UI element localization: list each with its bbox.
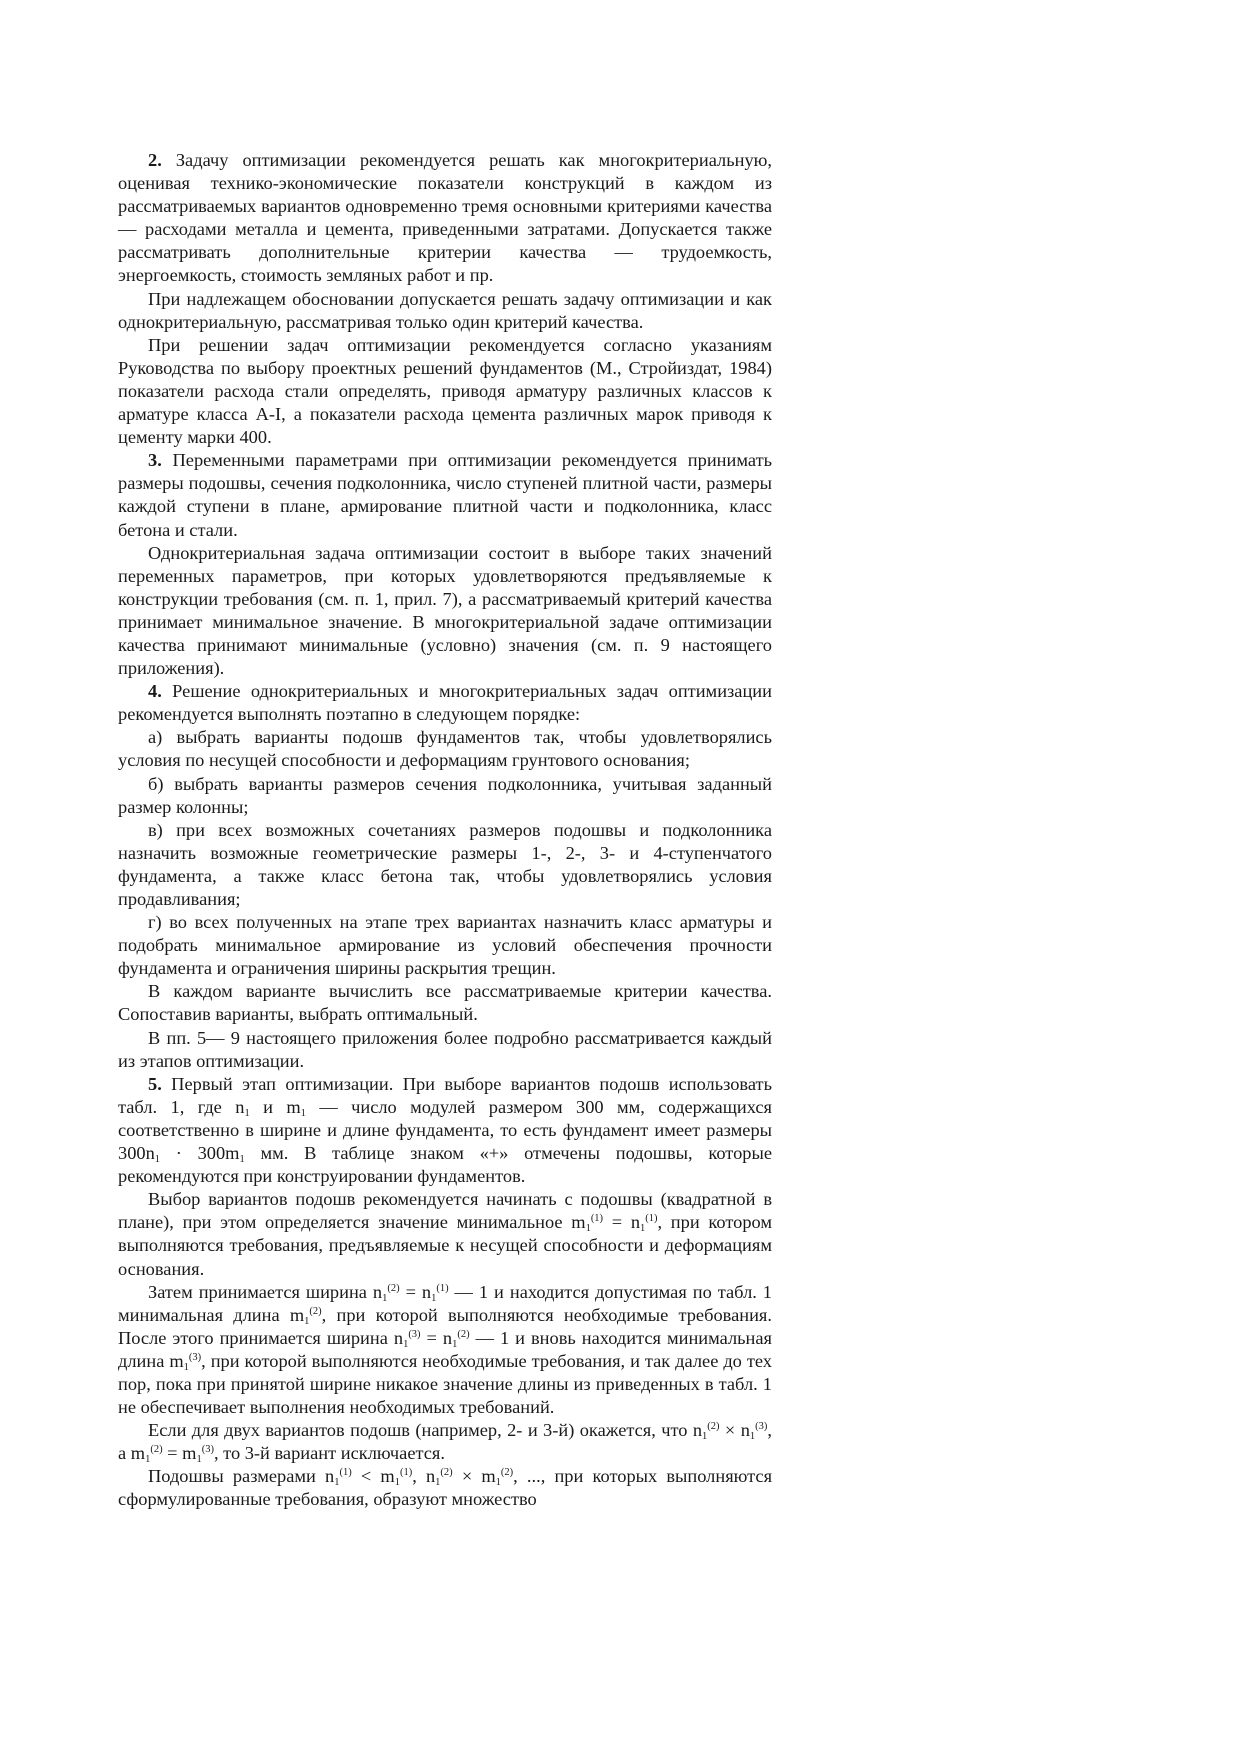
paragraph [118, 1027, 772, 1073]
text-run: Решение однокритериальных и многокритериальных задач оптимизации рекомендуется выполнять поэтапно в следующем порядке: [118, 681, 772, 725]
superscript: (3) [755, 1421, 768, 1433]
text-run: Задачу оптимизации рекомендуется решать как многокритериальную, оценивая технико-экономические показатели конструкций в каждом из рассматриваемых вариантов одновременно тремя основными критериями качества — расходами металла и цемента, приведенными затратами. Допускается также рассматривать дополнительные критерии качества — трудоемкость, энергоемкость, стоимость земляных работ и пр. [118, 150, 772, 286]
section-number: 4. [148, 681, 162, 702]
superscript: (2) [309, 1305, 322, 1317]
text-run: Если для двух вариантов подошв (например, 2- и 3-й) окажется, что n [148, 1420, 703, 1441]
document-body [118, 149, 772, 1512]
superscript: (3) [188, 1351, 202, 1363]
superscript: (2) [457, 1328, 470, 1340]
superscript: (2) [440, 1467, 453, 1479]
text-run: Затем принимается ширина n [148, 1281, 383, 1302]
superscript: (1) [645, 1213, 658, 1225]
paragraph [118, 680, 772, 726]
text-run: — 1 и находится допустимая по табл. 1 минимальная длина m [118, 1281, 772, 1325]
subscript: 1 [640, 1223, 646, 1235]
paragraph [118, 1188, 772, 1280]
superscript: (1) [590, 1213, 604, 1225]
superscript: (2) [707, 1421, 720, 1433]
text-run: Однокритериальная задача оптимизации состоит в выборе таких значений переменных параметров, при которых удовлетворяются предъявляемые к конструкции требования (см. п. 1, прил. 7), а рассматриваемый критерий качества принимает минимальное значение. В многокритериальной задаче оптимизации качества принимают минимальные (условно) значения (см. п. 9 настоящего приложения). [118, 542, 772, 679]
subscript: 1 [394, 1477, 400, 1489]
subscript: 1 [145, 1454, 151, 1466]
paragraph [118, 1073, 772, 1188]
text-run: , ..., при которых выполняются сформулированные требования, образуют множество [118, 1466, 773, 1510]
subscript: 1 [239, 1154, 245, 1166]
paragraph [118, 726, 772, 772]
section-number: 2. [148, 150, 162, 170]
paragraph [118, 1281, 772, 1420]
text-run: мм. В таблице знаком «+» отмечены подошвы, которые рекомендуются при конструировании фундаментов. [118, 1143, 772, 1187]
superscript: (2) [500, 1467, 514, 1479]
text-run: , при которой выполняются необходимые требования. После этого принимается ширина n [118, 1304, 772, 1348]
text-run: При надлежащем обосновании допускается решать задачу оптимизации и как однокритериальную, рассматривая только один критерий качества. [118, 288, 772, 332]
text-run: < m [351, 1466, 395, 1487]
text-run: = n [603, 1212, 641, 1233]
subscript: 1 [431, 1292, 437, 1304]
text-run: г) во всех полученных на этапе трех вариантах назначить класс арматуры и подобрать минимальное армирование из условий обеспечения прочности фундамента и ограничения ширины раскрытия трещин. [118, 912, 772, 979]
text-run: в) при всех возможных сочетаниях размеров подошвы и подколонника назначить возможные геометрические размеры 1-, 2-, 3- и 4-ступенчатого фундамента, а также класс бетона так, чтобы удовлетворялись условия продавливания; [118, 819, 772, 909]
text-run: = m [162, 1443, 197, 1464]
subscript: 1 [196, 1454, 202, 1466]
text-run: = n [420, 1327, 453, 1348]
subscript: 1 [244, 1107, 250, 1119]
text-run: — 1 и вновь находится минимальная длина m [118, 1327, 773, 1371]
subscript: 1 [435, 1477, 441, 1489]
text-run: Выбор вариантов подошв рекомендуется начинать с подошвы (квадратной в плане), при этом определяется значение минимальное m [118, 1189, 772, 1233]
text-run: , то 3-й вариант исключается. [213, 1443, 445, 1464]
subscript: 1 [183, 1361, 189, 1373]
text-run: В пп. 5— 9 настоящего приложения более подробно рассматривается каждый из этапов оптимизации. [118, 1027, 772, 1071]
subscript: 1 [154, 1154, 161, 1166]
superscript: (1) [339, 1467, 352, 1479]
paragraph [118, 149, 772, 288]
text-run: Переменными параметрами при оптимизации рекомендуется принимать размеры подошвы, сечения подколонника, число ступеней плитной части, размеры каждой ступени в плане, армирование плитной части и подколонника, класс бетона и стали. [118, 450, 772, 540]
text-run: = n [399, 1281, 432, 1302]
paragraph [118, 334, 772, 449]
text-run: Первый этап оптимизации. При выборе вариантов подошв использовать табл. 1, где n [118, 1073, 772, 1117]
text-run: В каждом варианте вычислить все рассматриваемые критерии качества. Сопоставив варианты, выбрать оптимальный. [118, 981, 772, 1025]
text-run: — число модулей размером 300 мм, содержащихся соответственно в ширине и длине фундамента, то есть фундамент имеет размеры 300n [118, 1096, 773, 1164]
text-run: Подошвы размерами n [148, 1466, 335, 1487]
text-run: а) выбрать варианты подошв фундаментов так, чтобы удовлетворялись условия по несущей способности и деформациям грунтового основания; [118, 727, 772, 771]
paragraph [118, 911, 772, 980]
text-run: , при котором выполняются требования, предъявляемые к несущей способности и деформациям основания. [118, 1212, 772, 1279]
paragraph [118, 542, 772, 681]
superscript: (2) [150, 1444, 163, 1456]
paragraph [118, 449, 772, 541]
text-run: и m [249, 1096, 301, 1117]
text-run: , n [412, 1466, 436, 1487]
text-run: · 300m [160, 1143, 240, 1164]
superscript: (1) [436, 1282, 449, 1294]
superscript: (2) [387, 1282, 400, 1294]
paragraph [118, 288, 772, 334]
text-run: , а m [118, 1420, 772, 1464]
document-page [118, 149, 772, 1512]
subscript: 1 [382, 1292, 388, 1304]
subscript: 1 [300, 1107, 306, 1119]
section-number: 5. [148, 1073, 162, 1094]
text-run: × m [452, 1466, 496, 1487]
paragraph [118, 1465, 772, 1511]
paragraph [118, 773, 772, 819]
subscript: 1 [452, 1338, 458, 1350]
superscript: (3) [201, 1444, 214, 1456]
subscript: 1 [702, 1431, 708, 1443]
subscript: 1 [585, 1223, 591, 1235]
text-run: × n [719, 1420, 750, 1441]
subscript: 1 [495, 1477, 501, 1489]
subscript: 1 [403, 1338, 409, 1350]
superscript: (1) [399, 1467, 413, 1479]
text-run: б) выбрать варианты размеров сечения подколонника, учитывая заданный размер колонны; [118, 773, 772, 817]
paragraph [118, 819, 772, 911]
paragraph [118, 980, 772, 1026]
superscript: (3) [408, 1328, 421, 1340]
section-number: 3. [148, 450, 162, 471]
paragraph [118, 1419, 772, 1465]
subscript: 1 [749, 1431, 756, 1443]
subscript: 1 [334, 1477, 340, 1489]
subscript: 1 [304, 1315, 310, 1327]
text-run: При решении задач оптимизации рекомендуется согласно указаниям Руководства по выбору проектных решений фундаментов (М., Стройиздат, 1984) показатели расхода стали определять, приводя арматуру различных классов к арматуре класса А-I, а показатели расхода цемента различных марок приводя к цементу марки 400. [118, 334, 772, 448]
text-run: , при которой выполняются необходимые требования, и так далее до тех пор, пока при принятой ширине никакое значение длины из приведенных в табл. 1 не обеспечивает выполнения необходимых требований. [118, 1350, 772, 1418]
